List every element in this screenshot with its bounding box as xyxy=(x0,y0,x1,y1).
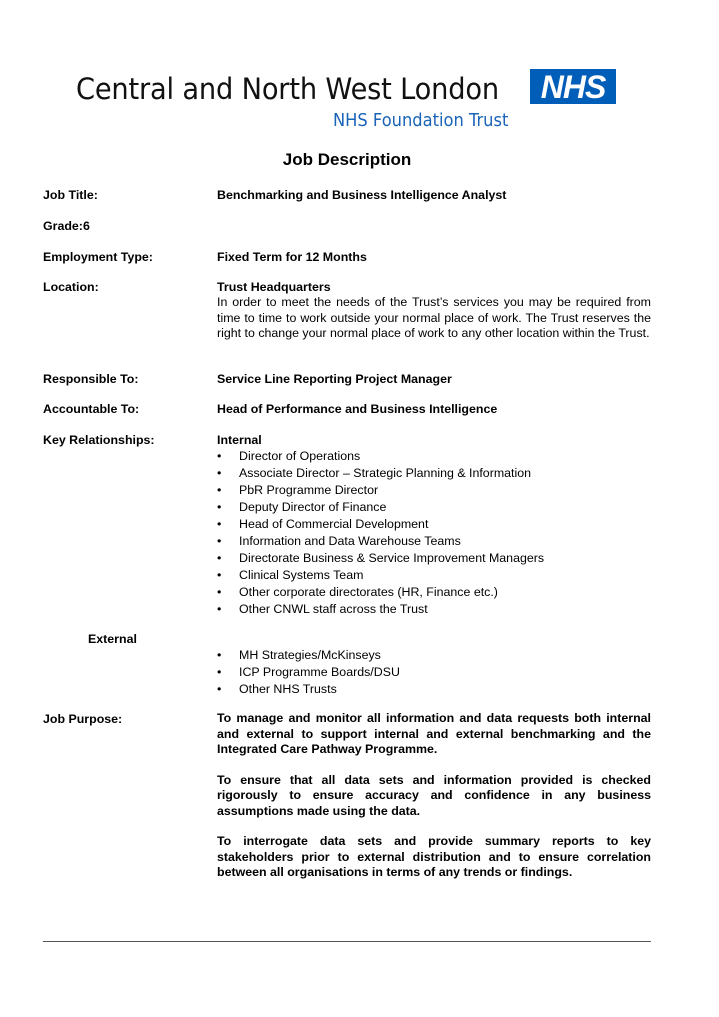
bullet-glyph: • xyxy=(217,534,222,548)
external-item: MH Strategies/McKinseys xyxy=(239,648,381,662)
employment-type-label: Employment Type: xyxy=(43,250,153,264)
bullet-glyph: • xyxy=(217,648,222,662)
list-item xyxy=(217,584,651,601)
location-label: Location: xyxy=(43,280,99,294)
trust-name: NHS Foundation Trust xyxy=(333,111,509,131)
internal-list xyxy=(217,448,651,618)
internal-item: Director of Operations xyxy=(239,449,361,463)
list-item xyxy=(217,681,651,698)
organisation-name: Central and North West London xyxy=(76,72,499,106)
bullet-glyph: • xyxy=(217,568,222,582)
bullet-glyph: • xyxy=(217,551,222,565)
list-item xyxy=(217,465,651,482)
responsible-to-label: Responsible To: xyxy=(43,372,139,386)
bullet-glyph: • xyxy=(217,517,222,531)
location-block xyxy=(217,279,651,342)
grade-value: 6 xyxy=(82,219,90,233)
accountable-to-value: Head of Performance and Business Intelligence xyxy=(217,402,498,416)
accountable-to-label: Accountable To: xyxy=(43,402,140,416)
list-item xyxy=(217,567,651,584)
key-relationships-label: Key Relationships: xyxy=(43,433,155,447)
external-block xyxy=(217,647,651,698)
internal-item: Deputy Director of Finance xyxy=(239,500,387,514)
job-purpose-paragraph: To manage and monitor all information and data requests both internal and external to support internal and external benchmarking and the Integrated Care Pathway Programme. xyxy=(217,711,651,756)
internal-item: Directorate Business & Service Improvement Managers xyxy=(239,551,545,565)
external-item: ICP Programme Boards/DSU xyxy=(239,665,400,679)
grade-text xyxy=(43,218,90,234)
list-item xyxy=(217,499,651,516)
list-item xyxy=(217,550,651,567)
internal-item: PbR Programme Director xyxy=(239,483,379,497)
nhs-logo xyxy=(530,69,616,104)
bullet-glyph: • xyxy=(217,585,222,599)
list-item xyxy=(217,647,651,664)
job-purpose-paragraph: To ensure that all data sets and information provided is checked rigorously to ensure accuracy and confidence in any business assumptions made using the data. xyxy=(217,772,651,818)
footer-divider xyxy=(43,941,651,942)
internal-block xyxy=(217,432,651,618)
nhs-logo-text: NHS xyxy=(540,69,606,104)
list-item xyxy=(217,482,651,499)
external-item: Other NHS Trusts xyxy=(239,682,337,696)
list-item xyxy=(217,448,651,465)
employment-type-value: Fixed Term for 12 Months xyxy=(217,250,367,264)
external-list xyxy=(217,647,651,698)
internal-item: Other corporate directorates (HR, Finance etc.) xyxy=(239,585,498,599)
job-title-value: Benchmarking and Business Intelligence Analyst xyxy=(217,188,507,202)
job-purpose-label: Job Purpose: xyxy=(43,712,123,726)
bullet-glyph: • xyxy=(217,682,222,696)
external-heading: External xyxy=(88,632,137,646)
list-item xyxy=(217,601,651,618)
job-purpose-block xyxy=(217,711,651,896)
job-purpose-paragraph: To interrogate data sets and provide summary reports to key stakeholders prior to external distribution and to ensure correlation between all organisations in terms of any trends or findings. xyxy=(217,834,651,879)
job-title-label: Job Title: xyxy=(43,188,98,202)
list-item xyxy=(217,516,651,533)
responsible-to-value: Service Line Reporting Project Manager xyxy=(217,372,452,386)
bullet-glyph: • xyxy=(217,483,222,497)
internal-item: Head of Commercial Development xyxy=(239,517,429,531)
internal-item: Other CNWL staff across the Trust xyxy=(239,602,428,616)
internal-item: Clinical Systems Team xyxy=(239,568,364,582)
list-item xyxy=(217,664,651,681)
list-item xyxy=(217,533,651,550)
bullet-glyph: • xyxy=(217,500,222,514)
bullet-glyph: • xyxy=(217,602,222,616)
bullet-glyph: • xyxy=(217,449,222,463)
bullet-glyph: • xyxy=(217,665,222,679)
document-title: Job Description xyxy=(282,150,412,169)
internal-item: Associate Director – Strategic Planning & Information xyxy=(239,466,532,480)
internal-heading: Internal xyxy=(217,433,262,447)
bullet-glyph: • xyxy=(217,466,222,480)
internal-item: Information and Data Warehouse Teams xyxy=(239,534,461,548)
location-value: Trust Headquarters xyxy=(217,280,331,294)
location-note: In order to meet the needs of the Trust’s services you may be required from time to time to work outside your normal place of work. The Trust reserves the right to change your normal place of work to any other location within the Trust. xyxy=(217,295,651,340)
grade-label: Grade: xyxy=(43,219,83,233)
